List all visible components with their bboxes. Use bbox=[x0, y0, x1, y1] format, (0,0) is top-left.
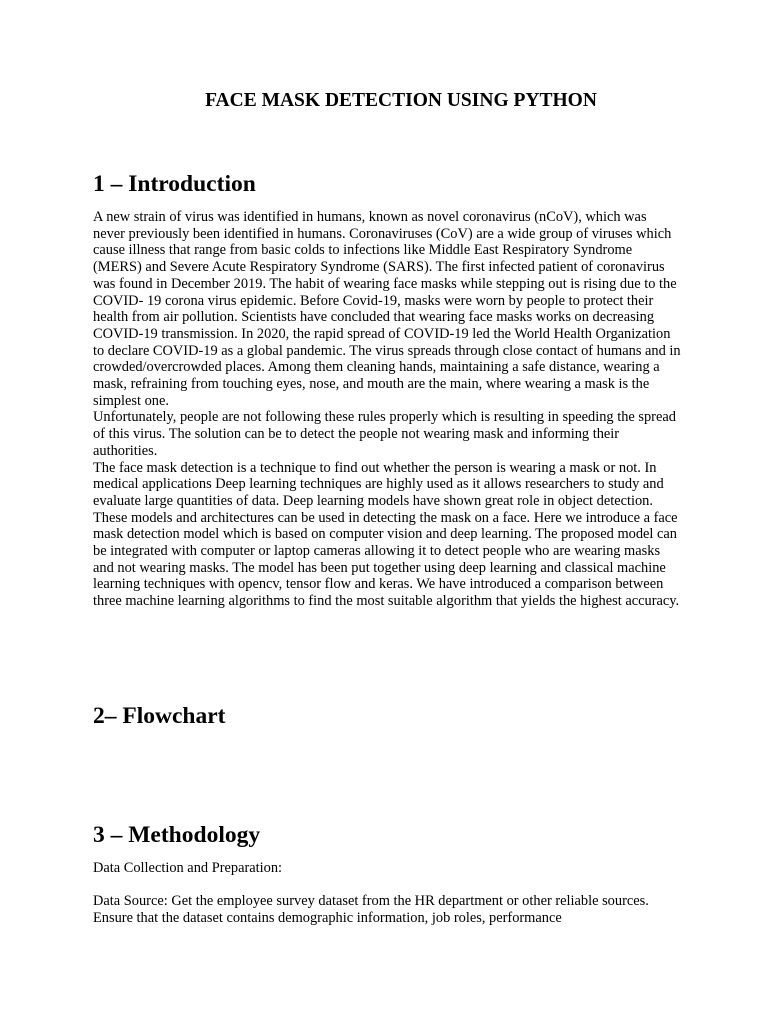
introduction-paragraph-3: The face mask detection is a technique to find out whether the person is wearing a mask or not. In medical applications Deep learning techniques are highly used as it allows researchers to study and evaluate large quantities of data. Deep learning models have shown great role in object detection. These models and architectures can be used in detecting the mask on a face. Here we introduce a face mask detection model which is based on computer vision and deep learning. The proposed model can be integrated with computer or laptop cameras allowing it to detect people who are wearing masks and not wearing masks. The model has been put together using deep learning and classical machine learning techniques with opencv, tensor flow and keras. We have introduced a comparison between three machine learning algorithms to find the most suitable algorithm that yields the highest accuracy. bbox=[93, 459, 680, 610]
introduction-paragraph-1: A new strain of virus was identified in humans, known as novel coronavirus (nCoV), which was never previously been identified in humans. Coronaviruses (CoV) are a wide group of viruses which cause illness that range from basic colds to infections like Middle East Respiratory Syndrome (MERS) and Severe Acute Respiratory Syndrome (SARS). The first infected patient of coronavirus was found in December 2019. The habit of wearing face masks while stepping out is rising due to the COVID- 19 corona virus epidemic. Before Covid-19, masks were worn by people to protect their health from air pollution. Scientists have concluded that wearing face masks works on decreasing COVID-19 transmission. In 2020, the rapid spread of COVID-19 led the World Health Organization to declare COVID-19 as a global pandemic. The virus spreads through close contact of humans and in crowded/overcrowded places. Among them cleaning hands, maintaining a safe distance, wearing a mask, refraining from touching eyes, nose, and mouth are the main, where wearing a mask is the simplest one. bbox=[93, 209, 681, 409]
document-title: FACE MASK DETECTION USING PYTHON bbox=[205, 90, 597, 111]
introduction-paragraph-2: Unfortunately, people are not following these rules properly which is resulting in speeding the spread of this virus. The solution can be to detect the people not wearing mask and informing their authorities. bbox=[93, 409, 676, 459]
introduction-body bbox=[93, 209, 681, 610]
methodology-body bbox=[93, 860, 681, 927]
section-heading-methodology: 3 – Methodology bbox=[93, 822, 261, 848]
methodology-subheading: Data Collection and Preparation: bbox=[93, 860, 283, 876]
methodology-paragraph-data-source: Data Source: Get the employee survey dataset from the HR department or other reliable sources. Ensure that the dataset contains demographic information, job roles, performance bbox=[93, 893, 649, 927]
section-heading-introduction: 1 – Introduction bbox=[93, 171, 256, 197]
section-heading-flowchart: 2– Flowchart bbox=[93, 703, 226, 729]
